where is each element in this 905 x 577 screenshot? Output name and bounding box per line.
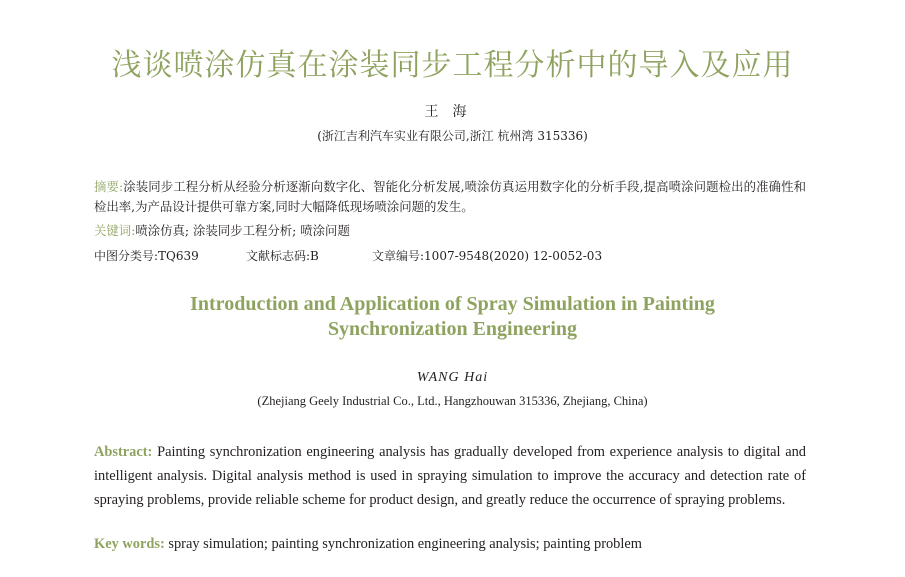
affiliation-cn: (浙江吉利汽车实业有限公司,浙江 杭州湾 315336) bbox=[317, 129, 588, 143]
document-code: 文献标志码:B bbox=[246, 249, 319, 263]
affiliation-en: (Zhejiang Geely Industrial Co., Ltd., Hangzhouwan 315336, Zhejiang, China) bbox=[257, 394, 648, 408]
keywords-en-text: spray simulation; painting synchronization engineering analysis; painting problem bbox=[168, 536, 642, 552]
article-number: 文章编号:1007-9548(2020) 12-0052-03 bbox=[372, 249, 603, 263]
keywords-cn-label: 关键词: bbox=[94, 223, 136, 238]
paper-title-en-line1: Introduction and Application of Spray Simulation in Painting bbox=[190, 293, 715, 315]
abstract-en bbox=[94, 440, 806, 512]
paper-title-cn: 浅谈喷涂仿真在涂装同步工程分析中的导入及应用 bbox=[111, 48, 794, 83]
paper-title-en bbox=[0, 292, 905, 342]
clc-number: 中图分类号:TQ639 bbox=[94, 249, 199, 263]
abstract-cn-text: 涂装同步工程分析从经验分析逐渐向数字化、智能化分析发展,喷涂仿真运用数字化的分析手段,提高喷涂问题检出的准确性和检出率,为产品设计提供可靠方案,同时大幅降低现场喷涂问题的发生。 bbox=[94, 179, 806, 214]
classification-row bbox=[94, 247, 602, 264]
keywords-en-label: Key words: bbox=[94, 536, 165, 552]
keywords-cn bbox=[94, 221, 350, 239]
abstract-cn-label: 摘要: bbox=[94, 179, 124, 194]
author-name-en: WANG Hai bbox=[416, 370, 489, 385]
keywords-en bbox=[94, 536, 642, 553]
abstract-en-text: Painting synchronization engineering analysis has gradually developed from experience analysis to digital and intelligent analysis. Digital analysis method is used in spraying simulation to improve the accuracy and detection rate of spraying problems, provide reliable scheme for product design, and greatly reduce the occurrence of spraying problems. bbox=[94, 444, 806, 508]
keywords-cn-text: 喷涂仿真; 涂装同步工程分析; 喷涂问题 bbox=[135, 223, 350, 238]
author-name-cn: 王海 bbox=[424, 104, 481, 120]
abstract-cn bbox=[94, 177, 806, 217]
paper-title-en-line2: Synchronization Engineering bbox=[327, 318, 578, 340]
abstract-en-label: Abstract: bbox=[94, 444, 153, 460]
